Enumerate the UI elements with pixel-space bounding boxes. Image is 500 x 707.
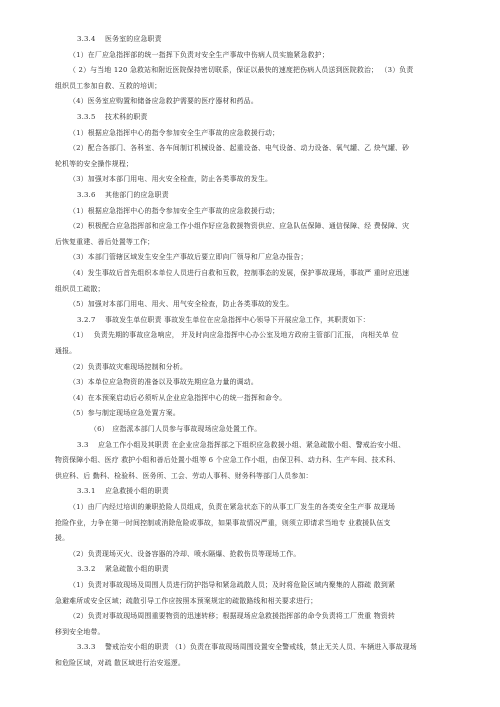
paragraph-line: 移到安全地带。 xyxy=(55,627,105,636)
paragraph-line: （4）医务室应购置和储备应急救护需要的医疗器材和药品。 xyxy=(69,97,258,106)
paragraph-line: （2）负责现场灭火、设备容器的冷却、喷水隔爆、抢救伤员等现场工作。 xyxy=(69,549,301,558)
paragraph-line: （1）根据应急指挥中心的指令参加安全生产事故的应急救援行动； xyxy=(69,206,280,215)
paragraph-line: （2）负责对事故现场周围重要物资的迅速转移；根据现场应急救援指挥部的命令负责将工厂贵重 物资转 xyxy=(69,612,396,621)
heading-3-3: 3.3 应急工作小组及其职责 在企业应急指挥部之下组织应急救援小组、紧急疏散小组、警戒治安小组、 xyxy=(77,440,406,449)
heading-3-3-5: 3.3.5 技术科的职责 xyxy=(77,113,148,121)
paragraph-line: （1）根据应急指挥中心的指令参加安全生产事故的应急救援行动； xyxy=(69,128,280,137)
paragraph-line: （6） 应指派本部门人员参与事故现场应急处置工作。 xyxy=(90,425,262,433)
paragraph-line: （3）加强对本部门用电、用火安全检查，防止各类事故的发生。 xyxy=(69,175,273,184)
heading-3-3-2: 3.3.2 紧急疏散小组的职责 xyxy=(77,565,169,574)
heading-3-3-4: 3.3.4 医务室的应急职责 xyxy=(77,35,162,43)
paragraph-line: （5）加强对本部门用电、用火、用气安全检查，防止各类事故的发生。 xyxy=(69,300,294,309)
paragraph-line: （3）本单位应急物资的准备以及事故先期应急力量的调动。 xyxy=(69,378,258,387)
paragraph-line: 组织员工疏散； xyxy=(55,284,105,293)
paragraph-line: （2）配合各部门、各科室、各车间制订机械设备、起重设备、电气设备、动力设备、氧气罐、乙 炔气罐、砂 xyxy=(69,144,410,153)
paragraph-line: （ 2）与当地 120 急救站和附近医院保持密切联系，保证以最快的速度把伤病人员送到医院救治； （3）负责 xyxy=(69,66,414,75)
paragraph-line: （1）由厂内经过培训的兼职抢险人员组成，负责在紧急状态下的从事工厂发生的各类安全生产事 故现场 xyxy=(69,503,396,511)
paragraph-line: 物资保障小组、医疗 救护小组和善后处置小组等 6 个应急工作小组，由保卫科、动力科、生产车间、技术科、 xyxy=(55,456,401,465)
paragraph-line: 急避难所或安全区域；疏散引导工作应按照本预案规定的疏散路线和相关要求进行； xyxy=(55,596,318,605)
paragraph-line: 抢险作业，力争在第一时间控制或消除危险或事故，如果事故情况严重，则须立即请求当地专 业救援队伍支 xyxy=(55,518,391,527)
paragraph-line: （3）本部门管辖区域发生安全生产事故后要立即向厂领导和厂应急办报告； xyxy=(69,253,308,262)
paragraph-line: 供应科、后 勤科、检验科、医务所、工会、劳动人事科、财务科等部门人员参加： xyxy=(55,471,313,480)
paragraph-line: 后恢复重建、善后处置等工作； xyxy=(55,237,155,246)
paragraph-line: 通报。 xyxy=(55,347,77,355)
heading-3-3-3: 3.3.3 警戒治安小组的职责 （1）负责在事故现场周围设置安全警戒线，禁止无关人员、车辆进入事故现场 xyxy=(77,643,417,652)
paragraph-line: （4）在本预案启动后必须听从企业应急指挥中心的统一指挥和命令。 xyxy=(69,393,287,402)
paragraph-line: 援。 xyxy=(55,534,70,543)
paragraph-line: （1）在厂应急指挥部的统一指挥下负责对安全生产事故中伤病人员实施紧急救护； xyxy=(69,50,329,59)
heading-3-3-6: 3.3.6 其他部门的应急职责 xyxy=(77,191,169,199)
paragraph-line: 和危险区域，对疏 散区域进行治安巡逻。 xyxy=(55,659,186,667)
paragraph-line: （5）参与制定现场应急处置方案。 xyxy=(69,409,180,418)
paragraph-line: 组织员工参加自救、互救的培训； xyxy=(55,81,162,90)
paragraph-line: （2）负责事故灾难现场控制和分析。 xyxy=(69,362,188,371)
heading-3-2-7: 3.2.7 事故发生单位职责 事故发生单位在应急指挥中心领导下开展应急工作，其职责如下： xyxy=(77,315,370,324)
heading-3-3-1: 3.3.1 应急救援小组的职责 xyxy=(77,487,169,496)
paragraph-line: （4）发生事故后首先组织本单位人员进行自救和互救，控制事态的发展，保护事故现场，事故严 重时应迅速 xyxy=(69,269,410,277)
paragraph-line: （1）负责对事故现场及周围人员进行防护指导和紧急疏散人员；及时将危险区域内聚集的人群疏 散到紧 xyxy=(69,581,396,589)
paragraph-line: （2）积极配合应急指挥部和应急工作小组作好应急救援物资供应、应急队伍保障、通信保障、经 费保障、灾 xyxy=(69,222,410,231)
paragraph-line: （1） 负责先期的事故应急响应， 并及时向应急指挥中心办公室及地方政府主管部门汇报， 向相关单 位 xyxy=(69,331,399,340)
paragraph-line: 轮机等的安全操作规程； xyxy=(55,159,133,168)
